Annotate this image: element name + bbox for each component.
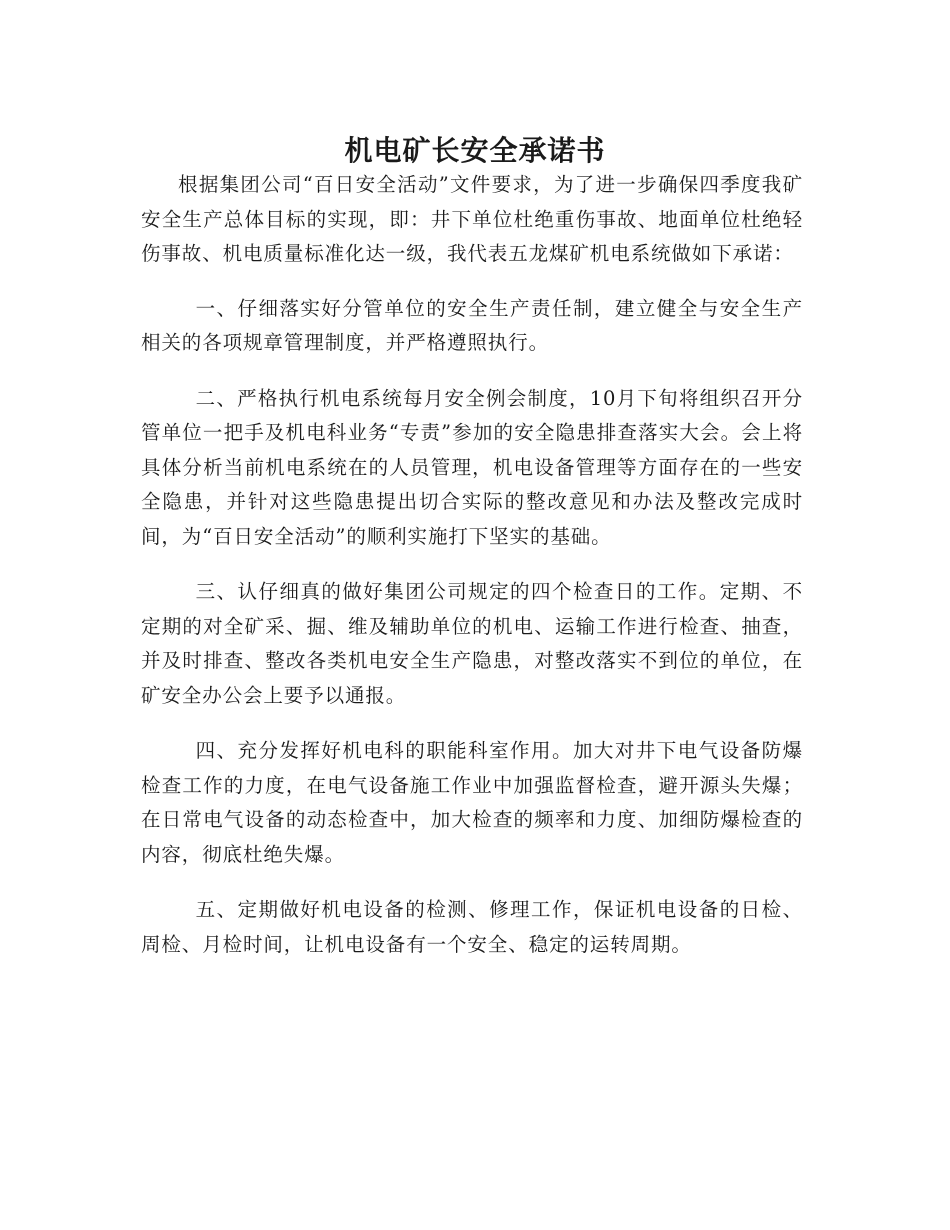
commitment-item-4: 四、充分发挥好机电科的职能科室作用。加大对井下电气设备防爆检查工作的力度，在电气设备施工作业中加强监督检查，避开源头失爆；在日常电气设备的动态检查中，加大检查的频率和力度、加细防爆检查的内容，彻底杜绝失爆。 xyxy=(141,739,803,866)
document-body xyxy=(141,168,803,983)
commitment-item-2: 二、严格执行机电系统每月安全例会制度，10月下旬将组织召开分管单位一把手及机电科业务“专责”参加的安全隐患排查落实大会。会上将具体分析当前机电系统在的人员管理，机电设备管理等方面存在的一些安全隐患，并针对这些隐患提出切合实际的整改意见和办法及整改完成时间，为“百日安全活动”的顺利实施打下坚实的基础。 xyxy=(141,386,803,548)
commitment-item-3: 三、认仔细真的做好集团公司规定的四个检查日的工作。定期、不定期的对全矿采、掘、维及辅助单位的机电、运输工作进行检查、抽查，并及时排查、整改各类机电安全生产隐患，对整改落实不到位的单位，在矿安全办公会上要予以通报。 xyxy=(141,580,803,707)
intro-paragraph: 根据集团公司“百日安全活动”文件要求，为了进一步确保四季度我矿安全生产总体目标的实现，即：井下单位杜绝重伤事故、地面单位杜绝轻伤事故、机电质量标准化达一级，我代表五龙煤矿机电系统做如下承诺： xyxy=(141,173,803,265)
commitment-item-1: 一、仔细落实好分管单位的安全生产责任制，建立健全与安全生产相关的各项规章管理制度，并严格遵照执行。 xyxy=(141,296,803,354)
commitment-item-5: 五、定期做好机电设备的检测、修理工作，保证机电设备的日检、周检、月检时间，让机电设备有一个安全、稳定的运转周期。 xyxy=(141,898,803,956)
document-title: 机电矿长安全承诺书 xyxy=(344,133,606,167)
